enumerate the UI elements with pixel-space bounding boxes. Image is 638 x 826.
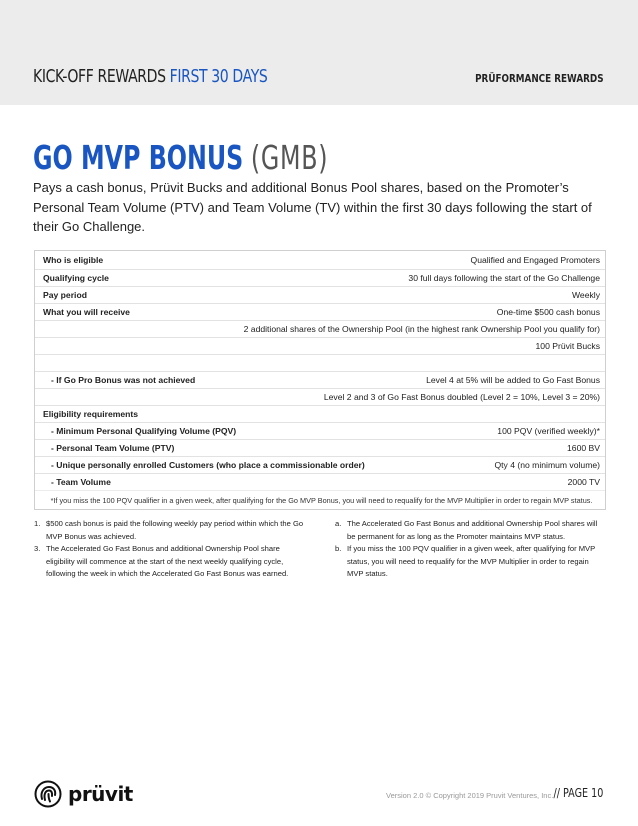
note-text: $500 cash bonus is paid the following weekly pay period within which the Go MVP Bonus was achieved. xyxy=(46,519,304,541)
table-row xyxy=(35,251,605,270)
table-row xyxy=(35,406,605,423)
note-number: a. xyxy=(335,519,342,528)
table-row xyxy=(35,321,605,338)
note-number: 3. xyxy=(34,544,41,553)
table-row xyxy=(35,423,605,440)
row-value: 100 Prüvit Bucks xyxy=(535,341,600,351)
note-number: b. xyxy=(335,544,342,553)
section-title-accent: FIRST 30 DAYS xyxy=(169,66,268,87)
table-row xyxy=(35,355,605,372)
row-label: Qualifying cycle xyxy=(43,273,109,283)
row-label: - Personal Team Volume (PTV) xyxy=(51,443,175,453)
note-number: 1. xyxy=(34,519,41,528)
notes-right xyxy=(335,518,605,581)
row-value: 100 PQV (verified weekly)* xyxy=(497,426,600,436)
logo-wordmark: prüvit xyxy=(68,782,133,806)
table-row xyxy=(35,457,605,474)
row-label: Eligibility requirements xyxy=(43,409,139,419)
row-label: - Unique personally enrolled Customers (who place a commissionable order) xyxy=(51,460,365,470)
note-item xyxy=(335,518,605,543)
row-label: - Team Volume xyxy=(51,477,111,487)
row-value: 2000 TV xyxy=(567,477,600,487)
row-label: Who is eligible xyxy=(43,255,104,265)
header-band xyxy=(0,0,638,105)
notes-left xyxy=(34,518,304,581)
row-label: - Minimum Personal Qualifying Volume (PQV) xyxy=(51,426,237,436)
row-value: Qty 4 (no minimum volume) xyxy=(494,460,600,470)
table-row xyxy=(35,389,605,406)
row-value: 30 full days following the start of the Go Challenge xyxy=(408,273,600,283)
section-title-main: KICK-OFF REWARDS xyxy=(33,66,166,87)
row-label: Pay period xyxy=(43,290,87,300)
row-label: - If Go Pro Bonus was not achieved xyxy=(51,375,196,385)
note-text: The Accelerated Go Fast Bonus and additional Ownership Pool share eligibility will commence at the start of the next weekly qualifying cycle, following the week in which the Accelerated Go Fast Bonus was earned. xyxy=(46,544,289,578)
pruvit-logo xyxy=(34,780,133,808)
fingerprint-icon xyxy=(34,780,62,808)
row-value: Weekly xyxy=(571,290,600,300)
row-value: Qualified and Engaged Promoters xyxy=(470,255,600,265)
table-footnote: *If you miss the 100 PQV qualifier in a given week, after qualifying for the Go MVP Bonus, you will need to requalify for the MVP Multiplier in order to regain MVP status. xyxy=(50,495,593,505)
copyright-text: Version 2.0 © Copyright 2019 Pruvit Ventures, Inc. xyxy=(386,791,554,800)
row-value: Level 2 and 3 of Go Fast Bonus doubled (Level 2 = 10%, Level 3 = 20%) xyxy=(323,392,600,402)
bonus-table xyxy=(34,250,606,510)
page-title-main: GO MVP BONUS xyxy=(33,138,244,177)
table-row xyxy=(35,474,605,491)
row-value: 1600 BV xyxy=(567,443,600,453)
row-value: Level 4 at 5% will be added to Go Fast Bonus xyxy=(426,375,600,385)
note-text: If you miss the 100 PQV qualifier in a given week, after qualifying for MVP status, you will need to requalify for the MVP Multiplier in order to regain MVP status. xyxy=(347,544,596,578)
note-item xyxy=(34,518,304,543)
section-title xyxy=(33,66,267,87)
note-item xyxy=(34,543,304,581)
row-label: What you will receive xyxy=(43,307,130,317)
table-row xyxy=(35,270,605,287)
row-value: One-time $500 cash bonus xyxy=(496,307,600,317)
page-title-suffix: (GMB) xyxy=(250,138,329,177)
table-row xyxy=(35,338,605,355)
page-title xyxy=(33,138,328,177)
brand-label: PRÜFORMANCE REWARDS xyxy=(475,72,604,85)
table-row xyxy=(35,304,605,321)
table-row xyxy=(35,440,605,457)
intro-paragraph: Pays a cash bonus, Prüvit Bucks and additional Bonus Pool shares, based on the Promoter’s Personal Team Volume (PTV) and Team Volume (TV) within the first 30 days following the start of their Go Challenge. xyxy=(33,180,592,234)
note-item xyxy=(335,543,605,581)
note-text: The Accelerated Go Fast Bonus and additional Ownership Pool shares will be permanent for as long as the Promoter maintains MVP status. xyxy=(347,519,598,541)
table-row xyxy=(35,287,605,304)
table-row xyxy=(35,372,605,389)
row-value: 2 additional shares of the Ownership Pool (in the highest rank Ownership Pool you qualify for) xyxy=(243,324,600,334)
page-number: // PAGE 10 xyxy=(553,786,603,800)
